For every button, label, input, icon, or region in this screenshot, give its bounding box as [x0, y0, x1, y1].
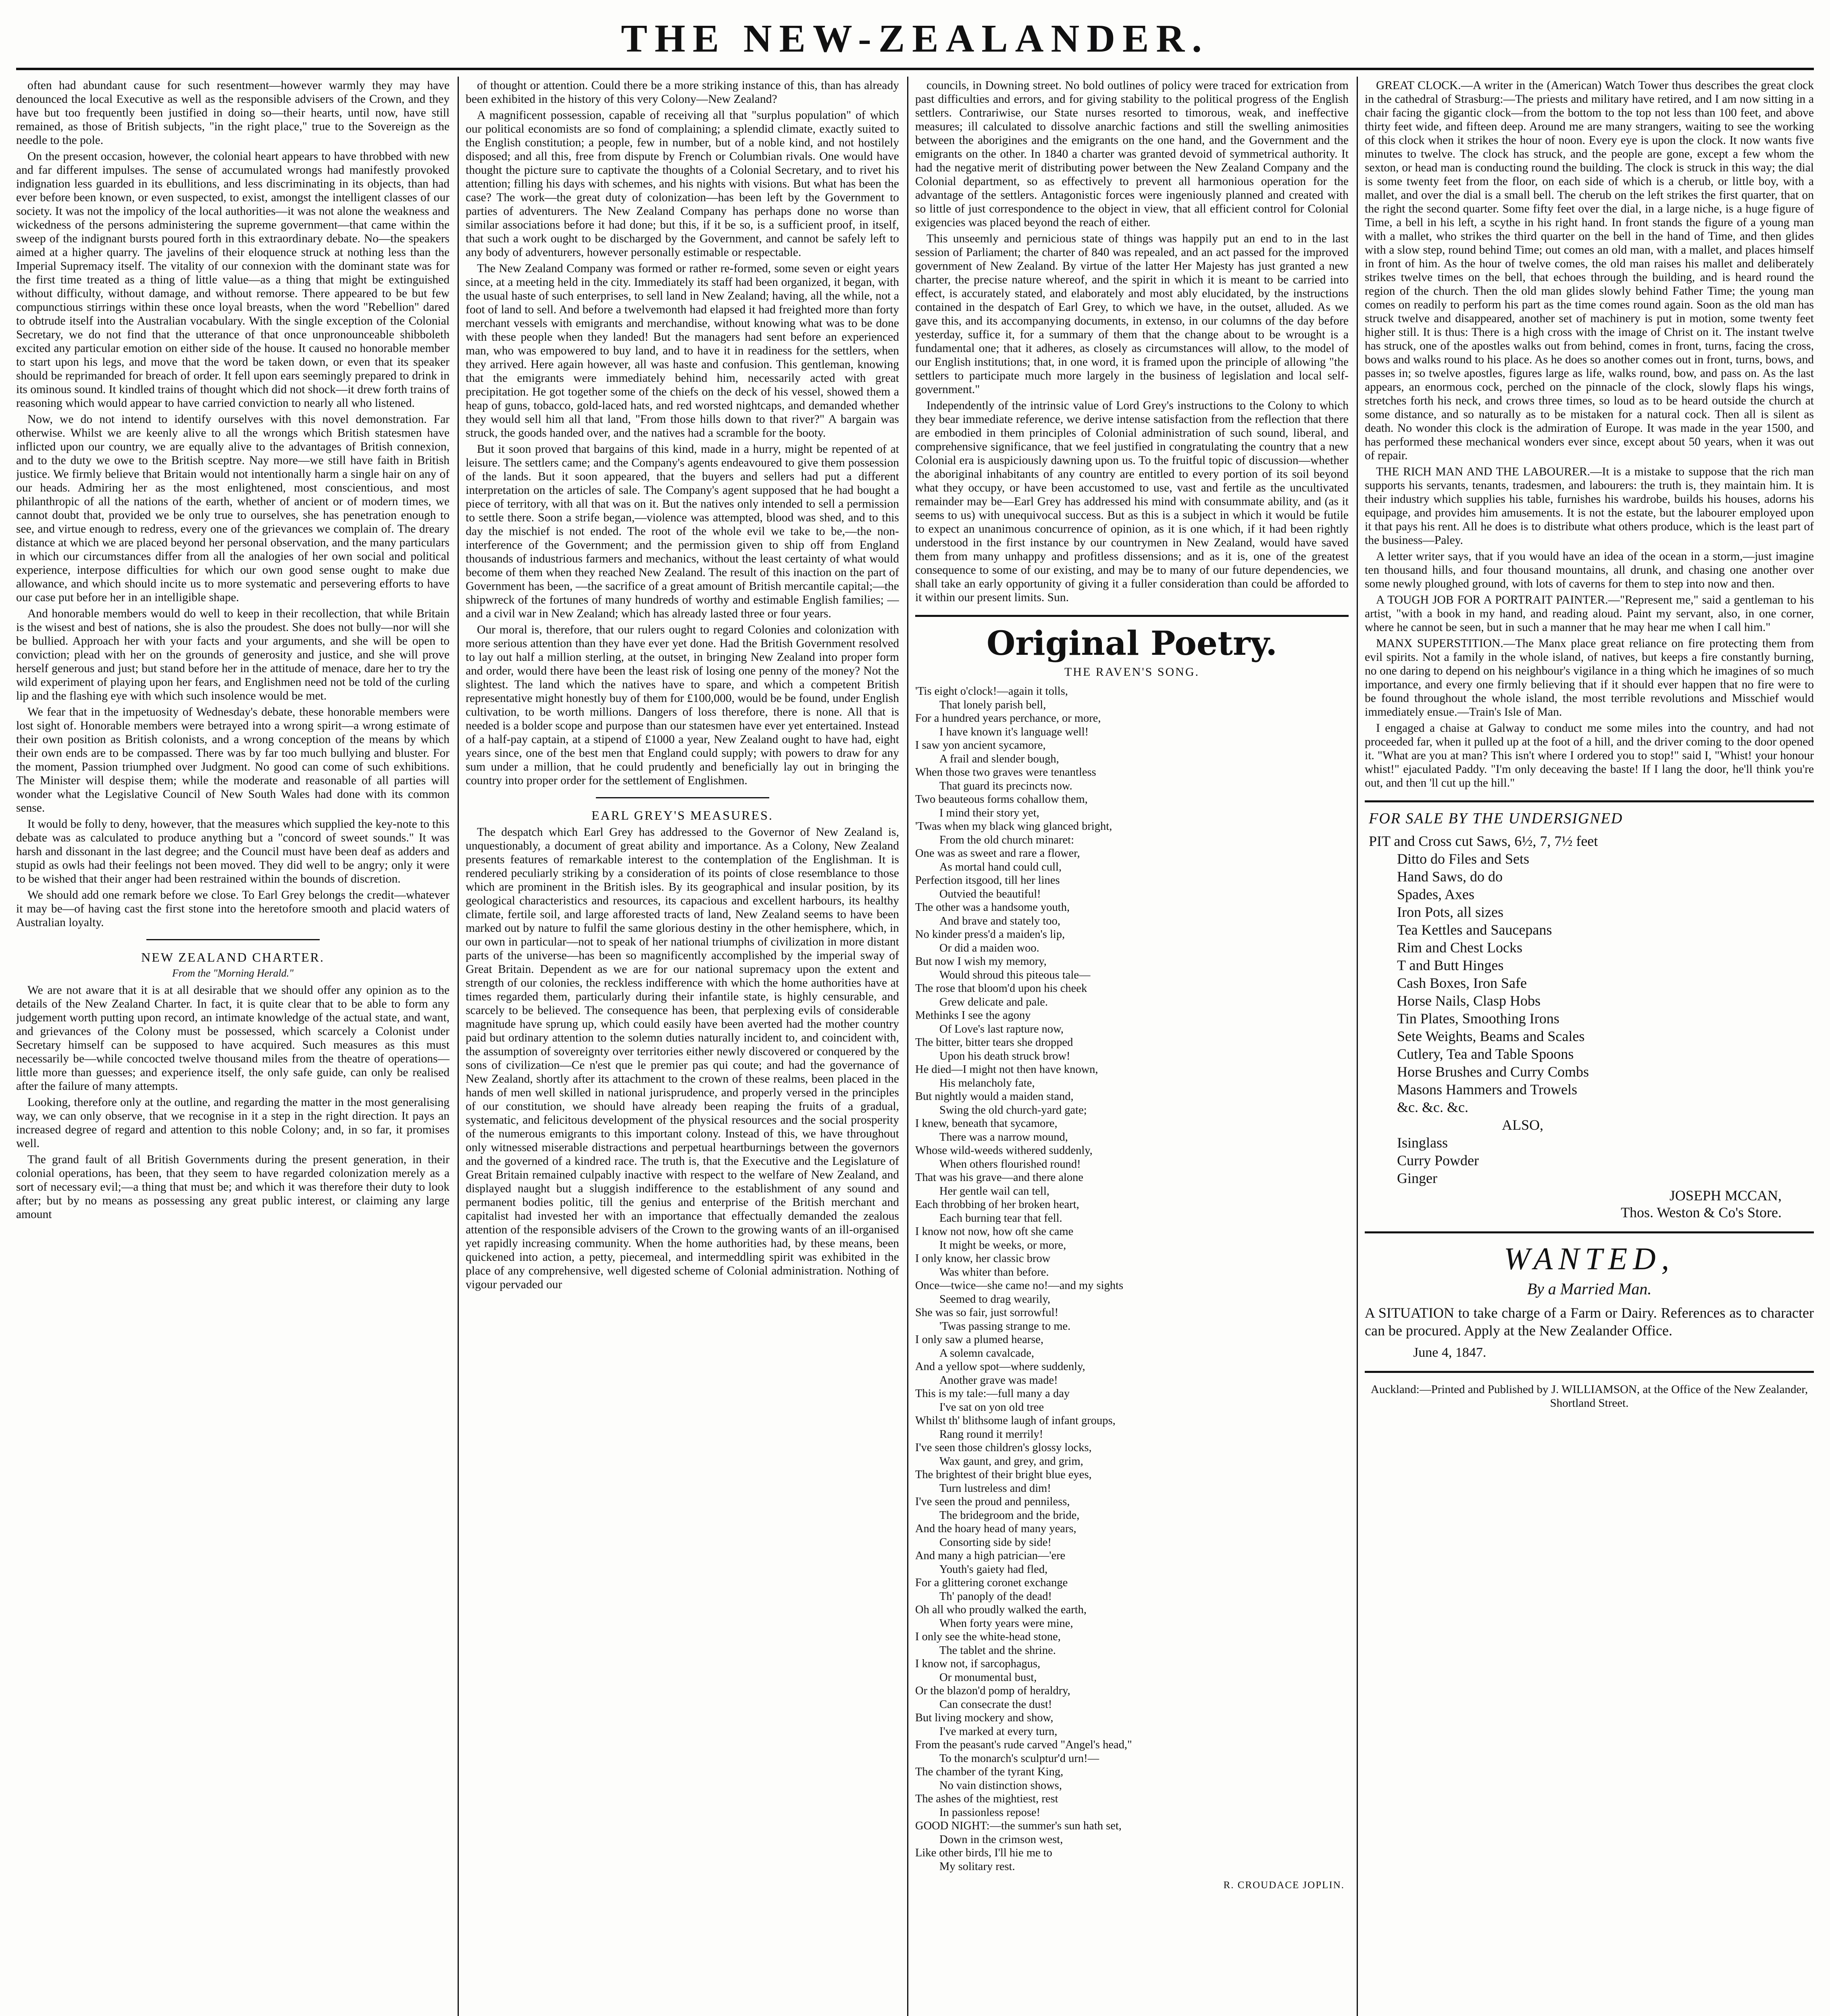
poem-line: The ashes of the mightiest, rest: [915, 1793, 1058, 1805]
poem-body: [915, 685, 1349, 1873]
column-4: [1365, 79, 1814, 2016]
poem-line: I've marked at every turn,: [939, 1725, 1058, 1738]
poem-line: 'Twas passing strange to me.: [939, 1320, 1071, 1333]
poem-line: And the hoary head of many years,: [915, 1522, 1076, 1535]
poem-line: For a hundred years perchance, or more,: [915, 712, 1101, 725]
poem-line: Once—twice—she came no!—and my sights: [915, 1279, 1124, 1292]
poem-line: I only see the white-head stone,: [915, 1631, 1061, 1643]
poem-line: And a yellow spot—where suddenly,: [915, 1360, 1085, 1373]
poem-line: When those two graves were tenantless: [915, 766, 1096, 779]
poem-line: He died—I might not then have known,: [915, 1063, 1098, 1076]
sale-heading: FOR SALE BY THE UNDERSIGNED: [1369, 810, 1623, 827]
poem-line: 'Tis eight o'clock!—again it tolls,: [915, 685, 1068, 698]
poem-line: Th' panoply of the dead!: [939, 1590, 1052, 1603]
poem-line: GOOD NIGHT:—the summer's sun hath set,: [915, 1820, 1122, 1832]
poem-line: She was so fair, just sorrowful!: [915, 1306, 1059, 1319]
paragraph: Now, we do not intend to identify ourselves with this novel demonstration. Far otherwise. Whilst we are keenly alive to all the wrongs which British statesmen have inflicted upon our country, we are equally alive to the advantages of British connexion, and to the duty we owe to the British sceptre. Nay more—we still have faith in British justice. We firmly believe that Britain would not intentionally harm a single hair on any of our heads. Admiring her as the most enlightened, most conscientious, and most philanthropic of all the nations of the earth, whether of ancient or of modern times, we cannot doubt that, provided we be only true to ourselves, she has penetration enough to see, and virtue enough to redress, every one of the grievances we complain of. The dreary distance at which we are placed beyond her personal observation, and the many particulars in which our circumstances differ from all the analogies of her own social and political experience, interpose difficulties for which our own good sense ought to make due allowance, and which should incite us to more systematic and persevering efforts to have our case put before her in an intelligible shape.: [16, 413, 450, 604]
wanted-heading: WANTED,: [1503, 1241, 1675, 1276]
poem-line: I know not, if sarcophagus,: [915, 1658, 1041, 1670]
paragraph: I engaged a chaise at Galway to conduct me some miles into the country, and had not proceeded far, when it pulled up at the foot of a hill, and the driver coming to the door opened it. "What are you at man? This isn't where I ordered you to stop!" said I, "Whist! your honour whist!" ejaculated Paddy. "I'm only deceaving the baste! If I lang the door, he'll think you're out, and then 'll cut up the hill.": [1365, 722, 1814, 789]
charter-source: From the "Morning Herald.": [172, 967, 294, 979]
poem-line: Methinks I see the agony: [915, 1009, 1031, 1022]
paragraph: On the present occasion, however, the colonial heart appears to have throbbed with new and far different impulses. The sense of accumulated wrongs had manifestly provoked indignation less guarded in its ebullitions, and less discriminating in its objects, than had ever before been known, or even suspected, to exist, amongst the intelligent classes of our society. It was not the impolicy of the local authorities—it was not alone the weakness and wickedness of the persons administering the supreme government—that came within the sweep of the indignant bursts poured forth in this extraordinary debate. No—the speakers aimed at a higher quarry. The javelins of their eloquence struck at nothing less than the Imperial Supremacy itself. The vitality of our connexion with the dominant state was for the first time treated as a thing of little value—as a thing that might be extinguished without difficulty, without damage, and without remorse. There appeared to be but few compunctious stirrings within these once loyal breasts, when the word "Rebellion" dared to obtrude itself into the Australian vocabulary. With the single exception of the Colonial Secretary, we do not find that the utterance of that once unpronounceable shibboleth excited any particular emotion on either side of the house. It caused no honorable member to start upon his legs, and move that the word be taken down, or even that its speaker should be reprimanded for breach of order. It fell upon ears seemingly prepared to drink in its ominous sound. It kindled trains of thought which did not shock—it drew forth trains of reasoning which would appear to have carried conviction to nearly all who listened.: [16, 150, 450, 410]
poem-line: Would shroud this piteous tale—: [939, 968, 1091, 981]
sale-signature-name: JOSEPH MCCAN,: [1669, 1187, 1782, 1204]
poem-line: Outvied the beautiful!: [939, 887, 1041, 900]
column-divider: [458, 77, 459, 2016]
sale-signature-place: Thos. Weston & Co's Store.: [1621, 1204, 1782, 1220]
poem-line: I only saw a plumed hearse,: [915, 1333, 1044, 1346]
poem-line: Or did a maiden woo.: [939, 941, 1039, 954]
column-1: [16, 79, 450, 2016]
poem-line: Each burning tear that fell.: [939, 1212, 1062, 1225]
poem-line: Each throbbing of her broken heart,: [915, 1198, 1079, 1211]
poem-line: When forty years were mine,: [939, 1617, 1073, 1630]
column-divider: [1357, 77, 1358, 2016]
sale-item: ALSO,: [1502, 1117, 1544, 1133]
paragraph: GREAT CLOCK.—A writer in the (American) Watch Tower thus describes the great clock in the cathedral of Strasburg:—The priests and military have retired, and I am now sitting in a chair facing the gigantic clock—from the bottom to the top not less than 100 feet, and above thirty feet wide, and fifteen deep. Around me are many strangers, waiting to see the working of this clock when it strikes the hour of noon. Every eye is upon the clock. It now wants five minutes to twelve. The clock has struck, and the people are gone, except a few whom the sexton, or head man is conducting round the building. The clock is struck in this way; the dial is some twenty feet from the floor, on each side of which is a cherub, or little boy, with a mallet, and over the dial is a small bell. The cherub on the left strikes the first quarter, that on the right the second quarter. Some fifty feet over the dial, in a large niche, is a huge figure of Time, a bell in his left, a scythe in his right hand. In front stands the figure of a young man with a mallet, who strikes the third quarter on the bell in the hand of Time, and then glides with a slow step, round behind Time; out comes an old man, with a mallet, and places himself in front of him. As the hour of twelve comes, the old man raises his mallet and deliberately strikes twelve times on the bell, that echoes through the building, and is heard round the region of the church. Then the old man glides slowly behind Father Time; the young man comes on readily to perform his part as the time comes round again. Soon as the old man has struck twelve and disappeared, another set of machinery is put in motion, some twenty feet higher still. It is thus: There is a high cross with the image of Christ on it. The instant twelve has struck, one of the apostles walks out from behind, comes in front, turns, facing the cross, bows and walks round to his place. As he does so another comes out in front, turns, bows, and passes in; so twelve apostles, figures large as life, walks round, bow, and pass on. As the last appears, an enormous cock, perched on the pinnacle of the clock, slowly flaps his wings, stretches forth his neck, and crows three times, so loud as to be heard outside the church at some distance, and so naturally as to be mistaken for a natural cock. Then all is silent as death. No wonder this clock is the admiration of Europe. It was made in the year 1500, and has performed these mechanical wonders ever since, except about 50 years, when it was out of repair.: [1365, 79, 1814, 462]
separator: [596, 797, 769, 798]
column-divider: [907, 77, 908, 2016]
charter-heading: NEW ZEALAND CHARTER.: [141, 950, 325, 964]
wanted-subheading: By a Married Man.: [1527, 1280, 1652, 1298]
wanted-text: A SITUATION to take charge of a Farm or Dairy. References as to character can be procured. Apply at the New Zealander Office.: [1365, 1305, 1814, 1339]
poem-line: Consorting side by side!: [939, 1536, 1051, 1549]
poem-line: The other was a handsome youth,: [915, 901, 1070, 914]
poem-line: From the peasant's rude carved "Angel's head,": [915, 1739, 1132, 1751]
sale-item: Iron Pots, all sizes: [1397, 904, 1503, 920]
poem-line: I have known it's language well!: [939, 725, 1089, 738]
poem-line: As mortal hand could cull,: [939, 860, 1062, 873]
poem-line: This is my tale:—full many a day: [915, 1387, 1070, 1400]
poem-line: I've seen the proud and penniless,: [915, 1495, 1070, 1508]
poem-line: Oh all who proudly walked the earth,: [915, 1604, 1087, 1616]
poem-line: One was as sweet and rare a flower,: [915, 847, 1080, 860]
paragraph: THE RICH MAN AND THE LABOURER.—It is a mistake to suppose that the rich man supports his servants, tenants, tradesmen, and labourers: the truth is, they maintain him. It is their industry which supplies his table, furnishes his wardrobe, builds his houses, adorns his equipage, and provides him amusements. It is not the estate, but the labourer employed upon it that pays his rent. All he does is to distribute what others produce, which is the least part of the business—Paley.: [1365, 465, 1814, 547]
sale-item: Curry Powder: [1397, 1152, 1479, 1168]
poem-line: To the monarch's sculptur'd urn!—: [939, 1752, 1099, 1765]
sale-item: Sete Weights, Beams and Scales: [1397, 1028, 1585, 1044]
poem-line: And brave and stately too,: [939, 914, 1060, 927]
poem-line: For a glittering coronet exchange: [915, 1577, 1068, 1589]
charter-article: [16, 983, 450, 1221]
paragraph: This unseemly and pernicious state of things was happily put an end to in the last session of Parliament; the charter of 840 was repealed, and an act passed for the improved government of New Zealand. By virtue of the latter Her Majesty has just granted a new charter, the precise nature whereof, and the spirit in which it is meant to be carried into effect, is accurately stated, and elaborately and most ably elucidated, by the instructions contained in the despatch of Earl Grey, to which we have, in the outset, alluded. As we gave this, and its accompanying documents, in extenso, in our columns of the day before yesterday, suffice it, for a summary of them that the change about to be wrought is a fundamental one; that it adheres, as closely as circumstances will allow, to the model of our English institutions; that, in one word, it is framed upon the principle of allowing "the settlers to participate much more largely in the business of legislation and local self-government.": [915, 232, 1349, 396]
poem-line: Or the blazon'd pomp of heraldry,: [915, 1685, 1070, 1697]
col2-article: [466, 79, 899, 787]
paragraph: And honorable members would do well to keep in their recollection, that while Britain is the wisest and best of nations, she is also the proudest. She does not bully—nor will she be bullied. Approach her with your facts and your arguments, and she will be open to conviction; plead with her on the grounds of generosity and justice, and she will prove herself generous and just; but stand before her in the attitude of menace, dare her to try the wild experiment of playing upon her fears, and Englishmen need not be told of the curling lip and the flashing eye with which such insolence would be met.: [16, 607, 450, 702]
poem-line: Perfection itsgood, till her lines: [915, 874, 1060, 887]
poem-line: That lonely parish bell,: [939, 698, 1046, 711]
separator: [1365, 1371, 1814, 1373]
poem-line: Two beauteous forms cohallow them,: [915, 793, 1088, 806]
paragraph: The grand fault of all British Governments during the present generation, in their colonial operations, has been, that they seem to have regarded colonization merely as a sort of necessary evil;—a thing that must be; and which it was therefore their duty to look after; but by no means as possessing any great public interest, or claiming any large amount: [16, 1153, 450, 1221]
poem-line: That guard its precincts now.: [939, 779, 1072, 792]
poem-line: A solemn cavalcade,: [939, 1347, 1035, 1360]
poem-line: The bitter, bitter tears she dropped: [915, 1036, 1073, 1049]
poem-line: When others flourished round!: [939, 1158, 1081, 1170]
paragraph: MANX SUPERSTITION.—The Manx place great reliance on fire protecting them from evil spirits. Not a family in the whole island, of natives, but keeps a fire constantly burning, no one daring to depend on his neighbour's vigilance in a thing which he imagines of so much importance, and every one firmly believing that if it should ever happen that no fire were to be found throughout the whole island, the most terrible revolutions and Misschief would immediately ensue.—Train's Isle of Man.: [1365, 637, 1814, 719]
poem-line: I know not now, how oft she came: [915, 1225, 1074, 1238]
sale-item: T and Butt Hinges: [1397, 957, 1504, 973]
poem-line: Upon his death struck brow!: [939, 1050, 1070, 1062]
poem-line: Her gentle wail can tell,: [939, 1185, 1050, 1198]
paragraph: A magnificent possession, capable of receiving all that "surplus population" of which our political economists are so fond of complaining; a splendid climate, exactly suited to the English constitution; a people, few in number, but of a noble kind, and not hostilely disposed; and all this, free from dispute by French or Columbian rivals. One would have thought the picture sure to captivate the thoughts of a Colonial Secretary, and to rivet his attention; filling his days with schemes, and his nights with visions. But what has been the case? The work—the great duty of colonization—has been left by the Government to parties of adventurers. The New Zealand Company has perhaps done no worse than similar associations before it had done; but this, if it be so, is a sufficient proof, in itself, that such a work ought to be discharged by the Government, and cannot be safely left to any body of adventurers, however personally estimable or respectable.: [466, 109, 899, 259]
top-rule: [16, 68, 1814, 70]
poem-line: I knew, beneath that sycamore,: [915, 1117, 1058, 1130]
poem-line: The bridegroom and the bride,: [939, 1509, 1080, 1522]
sale-item: Rim and Chest Locks: [1397, 939, 1522, 956]
sale-item: PIT and Cross cut Saws, 6½, 7, 7½ feet: [1369, 833, 1598, 849]
poem-line: That was his grave—and there alone: [915, 1171, 1084, 1184]
sale-item: Tea Kettles and Saucepans: [1397, 922, 1552, 938]
paragraph: Looking, therefore only at the outline, and regarding the matter in the most generalising way, we can only observe, that we recognise in it a step in the right direction. It pays an increased degree of regard and attention to this noble Colony; and, in so far, it promises well.: [16, 1096, 450, 1150]
paragraph: A letter writer says, that if you would have an idea of the ocean in a storm,—just imagine ten thousand hills, and four thousand mountains, all drunk, and chasing one another over some newly ploughed ground, with lots of caverns for them to step into now and then.: [1365, 550, 1814, 590]
paragraph: often had abundant cause for such resentment—however warmly they may have denounced the local Executive as well as the responsible advisers of the Crown, and they have but too frequently been justified in doing so—their hearts, until now, have still remained, as those of British subjects, "in the right place," true to the Sovereign as the needle to the pole.: [16, 79, 450, 147]
poem-line: Whilst th' blithsome laugh of infant groups,: [915, 1414, 1116, 1427]
separator: [1365, 1231, 1814, 1233]
poem-line: It might be weeks, or more,: [939, 1239, 1066, 1252]
col4-articles: [1365, 79, 1814, 790]
poem-line: Or monumental bust,: [939, 1671, 1037, 1684]
poem-author: R. CROUDACE JOPLIN.: [1223, 1880, 1345, 1891]
poem-line: Swing the old church-yard gate;: [939, 1104, 1087, 1116]
poem-line: No vain distinction shows,: [939, 1779, 1062, 1792]
paragraph: The despatch which Earl Grey has addressed to the Governor of New Zealand is, unquestionably, a document of great ability and importance. As a Colony, New Zealand presents features of remarkable interest to the contemplation of the Englishman. It is rendered peculiarly striking by a consideration of its points of close resemblance to those which are prominent in the British isles. By its geographical and insular position, by its geological characteristics and resources, its capacious and excellent harbours, its healthy climate, fertile soil, and large afforested tracts of land, New Zealand seems to have been marked out by nature to fulfil the same glorious destiny in the other hemisphere, which, in our own in particular—not to speak of her national triumphs of civilization in more distant parts of the universe—has been so magnificently accomplished by the imperial sway of Great Britain. Dependent as we are for our national supremacy upon the extent and strength of our colonies, the reckless indifference with which the home authorities have at times regarded them, particularly during their infantile state, is highly censurable, and scarcely to be believed. The consequence has been, that perplexing evils of considerable magnitude have sprung up, which could easily have been averted had the mother country paid but ordinary attention to the solemn duties naturally incident to, and coincident with, the assumption of sovereignty over territories either newly discovered or conquered by the sons of civilization—Ce n'est que le premier pas qui coute; and had the governance of New Zealand, shortly after its attachment to the crown of these realms, been placed in the hands of men well skilled in national jurisprudence, and properly versed in the principles of our constitution, we should have already been reaping the fruits of a gradual, systematic, and felicitous development of the physical resources and the social prosperity of the numerous emigrants to this important colony. Instead of this, we have throughout only witnessed miserable distractions and perpetual heartburnings between the governors and the governed of a kindred race. The truth is, that the Executive and the Legislature of Great Britain remained culpably inactive with respect to the welfare of New Zealand, and displayed naught but a sluggish indifference to the establishment of any sound and permanent bodies politic, till the genius and enterprise of the British merchant and capitalist had invested her with an importance that effectually demanded the zealous attention of the responsible advisers of the Crown to the growing wants of an ill-organised yet rapidly increasing community. When the home authorities had, by these means, been quickened into action, a petty, piecemeal, and intermeddling spirit was exhibited in the place of any comprehensive, well digested scheme of Colonial administration. Nothing of vigour pervaded our: [466, 826, 899, 1291]
col3-article: [915, 79, 1349, 604]
grey-article: [466, 825, 899, 1291]
poem-line: His melancholy fate,: [939, 1077, 1035, 1089]
poem-line: Another grave was made!: [939, 1374, 1058, 1387]
col1-article: [16, 79, 450, 929]
paragraph: We are not aware that it is at all desirable that we should offer any opinion as to the details of the New Zealand Charter. In fact, it is quite clear that to be able to form any judgement worth putting upon record, an intimate knowledge of the actual state, and want, and grievances of the Colony must be possessed, which scarcely a Colonist under Secretary himself can be supposed to have acquired. Such measures as this must necessarily be—while concocted twelve thousand miles from the theatre of operations—little more than guesses; and experience itself, the only safe guide, can only be realised after the failure of many attempts.: [16, 984, 450, 1093]
poem-line: From the old church minaret:: [939, 833, 1074, 846]
sale-item: Horse Brushes and Curry Combs: [1397, 1064, 1589, 1080]
poem-line: But nightly would a maiden stand,: [915, 1090, 1074, 1103]
poem-line: Wax gaunt, and grey, and grim,: [939, 1455, 1083, 1468]
separator: [146, 939, 320, 940]
poem-line: Turn lustreless and dim!: [939, 1482, 1051, 1495]
paragraph: Independently of the intrinsic value of Lord Grey's instructions to the Colony to which they bear immediate reference, we derive intense satisfaction from the reflection that there are embodied in them principles of Colonial administration of such sound, liberal, and comprehensive significance, that we feel justified in congratulating the country that a new Colonial era is auspiciously dawning upon us. To the fruitful topic of discussion—whether the aboriginal inhabitants of any country are entitled to every portion of its soil beyond what they occupy, or have been accustomed to use, vast and fertile as the uncultivated remainder may be—Earl Grey has addressed his mind with consummate ability, and (as it seems to us) with unequivocal success. But as this is a subject in which it would be futile to expect an unanimous concurrence of opinion, as it is one which, if it had been rightly understood in the first instance by our countrymen in New Zealand, would have saved them from many unhappy and profitless dissensions; and as it is, one of the greatest consequence to some of our existing, and may be to many of our future dependencies, we shall take an early opportunity of giving it a fuller consideration than could be afforded to it within our present limits. Sun.: [915, 399, 1349, 604]
poem-line: Was whiter than before.: [939, 1266, 1049, 1279]
poem-line: Seemed to drag wearily,: [939, 1293, 1051, 1306]
separator: [915, 615, 1349, 617]
paragraph: A TOUGH JOB FOR A PORTRAIT PAINTER.—"Represent me," said a gentleman to his artist, "with a book in my hand, and reading aloud. Paint my servant, also, in one corner, where he cannot be seen, but in such a manner that he may hear me when I call him.": [1365, 594, 1814, 634]
sale-list: [1365, 832, 1814, 1187]
paragraph: It would be folly to deny, however, that the measures which supplied the key-note to this debate was as calculated to produce anything but a "concord of sweet sounds." It was harsh and dissonant in the last degree; and the Council must have been deaf as adders and stupid as owls had their feelings not been moved. They did well to be angry; only it were to be wished that their anger had been restrained within the bounds of discretion.: [16, 818, 450, 885]
paragraph: The New Zealand Company was formed or rather re-formed, some seven or eight years since, at a meeting held in the city. Immediately its staff had been organized, it began, with the usual haste of such enterprises, to sell land in New Zealand; having, all the while, not a foot of land to sell. And before a twelvemonth had elapsed it had freighted more than forty merchant vessels with emigrants and merchandise, without knowing what was to be done with these people when they landed! But the managers had sent before an experienced man, who was empowered to buy land, and to have it in readiness for the settlers, when they arrived. Here again however, all was haste and confusion. This gentleman, knowing that the emigrants were immediately behind him, necessarily acted with great precipitation. He got together some of the chiefs on the deck of his vessel, showed them a heap of guns, tobacco, gold-laced hats, and red worsted nightcaps, and demanded whether they would sell him all that land, "From those hills down to that river?" A bargain was struck, the goods handed over, and the natives had a scramble for the booty.: [466, 262, 899, 439]
column-2: [466, 79, 899, 2016]
poem-line: The chamber of the tyrant King,: [915, 1766, 1064, 1778]
sale-item: Cutlery, Tea and Table Spoons: [1397, 1046, 1574, 1062]
poem-line: The tablet and the shrine.: [939, 1644, 1056, 1657]
sale-item: Isinglass: [1397, 1135, 1448, 1151]
poem-line: Grew delicate and pale.: [939, 996, 1048, 1008]
imprint: Auckland:—Printed and Published by J. WILLIAMSON, at the Office of the New Zealander, Shortland Street.: [1370, 1383, 1808, 1410]
sale-item: Hand Saws, do do: [1397, 868, 1503, 885]
sale-item: Cash Boxes, Iron Safe: [1397, 975, 1527, 991]
column-3: [915, 79, 1349, 2016]
poem-title: THE RAVEN'S SONG.: [1064, 665, 1200, 679]
poem-line: But living mockery and show,: [915, 1712, 1053, 1724]
poem-line: Whose wild-weeds withered suddenly,: [915, 1144, 1093, 1157]
poem-line: No kinder press'd a maiden's lip,: [915, 928, 1065, 941]
poem-line: I mind their story yet,: [939, 806, 1039, 819]
poem-line: And many a high patrician—'ere: [915, 1549, 1066, 1562]
poem-line: Down in the crimson west,: [939, 1833, 1063, 1846]
paragraph: of thought or attention. Could there be a more striking instance of this, than has already been exhibited in the history of this very Colony—New Zealand?: [466, 79, 899, 106]
sale-item: Ditto do Files and Sets: [1397, 851, 1530, 867]
poem-line: I've seen those children's glossy locks,: [915, 1441, 1092, 1454]
sale-item: Ginger: [1397, 1170, 1437, 1186]
poem-line: The rose that bloom'd upon his cheek: [915, 982, 1087, 995]
paragraph: councils, in Downing street. No bold outlines of policy were traced for extrication from past difficulties and errors, and for giving stability to the political progress of the English settlers. Contrariwise, our State nurses resorted to timorous, weak, and ineffective measures; ill calculated to dissolve anarchic factions and still the swelling animosities between the aborigines and the emigrants on the one hand, and the Government and the emigrants on the other. In 1840 a charter was granted devoid of symmetrical authority. It had the negative merit of distributing power between the New Zealand Company and the Colonial department, so as effectively to prevent all harmonious operation for the advantage of the settlers. Antagonistic forces were ingeniously planned and created with so little of just correspondence to the object in view, that all efficient control for Colonial exigencies was placed beyond the reach of either.: [915, 79, 1349, 229]
paragraph: Our moral is, therefore, that our rulers ought to regard Colonies and colonization with more serious attention than they have ever yet done. Had the British Government resolved to lay out half a million sterling, at the outset, in bringing New Zealand into proper form and order, would there have been the least risk of losing one penny of the money? Not the slightest. The land which the natives have to spare, and which a competent British representative might honestly buy of them for £100,000, would be be found, under English cultivation, to be worth millions. Dangers of loss therefore, there is none. All that is needed is a bolder scope and purpose than our statesmen have ever yet entertained. Instead of a half-pay captain, at a stipend of £1000 a year, New Zealand ought to have had, eight years since, one of the best men that England could supply; with powers to draw for any sum under a million, that he could prudently and beneficially lay out in bringing the country into proper order for the settlement of Englishmen.: [466, 623, 899, 787]
poem-line: Of Love's last rapture now,: [939, 1023, 1064, 1035]
poem-line: In passionless repose!: [939, 1806, 1041, 1819]
sale-item: Horse Nails, Clasp Hobs: [1397, 993, 1541, 1009]
paragraph: But it soon proved that bargains of this kind, made in a hurry, might be repented of at leisure. The settlers came; and the Company's agents endeavoured to give them possession of the lands. But it soon appeared, that the buyers and sellers had put a different interpretation on the articles of sale. The Company's agent supposed that he had bought a piece of territory, with all that was on it. But the natives only intended to sell a permission to settle there. Soon a strife began,—violence was attempted, blood was shed, and to this day the mischief is not ended. The root of the whole evil we take to be,—the non-interference of the Government; and the permission given to ship off from England thousands of industrious farmers and mechanics, without the least certainty of what would become of them when they reached New Zealand. The result of this inaction on the part of Government has been, —the sacrifice of a great amount of British mercantile capital;—the shipwreck of the fortunes of many hundreds of worthy and estimable English families; —and a civil war in New Zealand; which has already lasted three or four years.: [466, 443, 899, 620]
sale-item: &c. &c. &c.: [1397, 1099, 1468, 1115]
poem-line: Can consecrate the dust!: [939, 1698, 1052, 1711]
poem-line: 'Twas when my black wing glanced bright,: [915, 820, 1112, 833]
poem-line: Youth's gaiety had fled,: [939, 1563, 1048, 1576]
poetry-heading: Original Poetry.: [987, 624, 1277, 663]
poem-line: There was a narrow mound,: [939, 1131, 1068, 1143]
poem-line: A frail and slender bough,: [939, 752, 1059, 765]
grey-heading: EARL GREY'S MEASURES.: [591, 808, 773, 823]
paragraph: We fear that in the impetuosity of Wednesday's debate, these honorable members were lost sight of. Honorable members were betrayed into a wrong spirit—a wrong estimate of their own position as British colonists, and a wrong conception of the means by which their own ends are to be compassed. There was by far too much bullying and bluster. For the moment, Passion triumphed over Judgment. No good can come of such exhibitions. The Minister will despise them; while the moderate and reasonable of all parties will wonder what the Legislative Council of New South Wales had done with its common sense.: [16, 706, 450, 814]
sale-item: Tin Plates, Smoothing Irons: [1397, 1010, 1559, 1027]
separator: [1365, 800, 1814, 802]
poem-line: Like other birds, I'll hie me to: [915, 1847, 1052, 1859]
sale-item: Masons Hammers and Trowels: [1397, 1081, 1577, 1098]
poem-line: I only know, her classic brow: [915, 1252, 1051, 1265]
poem-line: Rang round it merrily!: [939, 1428, 1043, 1441]
sale-item: Spades, Axes: [1397, 886, 1474, 902]
poem-line: The brightest of their bright blue eyes,: [915, 1468, 1092, 1481]
wanted-date: June 4, 1847.: [1413, 1345, 1486, 1360]
paragraph: We should add one remark before we close. To Earl Grey belongs the credit—whatever it may be—of having cast the first stone into the heretofore smooth and placid waters of Australian loyalty.: [16, 889, 450, 929]
poem-line: I saw yon ancient sycamore,: [915, 739, 1046, 752]
poem-line: I've sat on yon old tree: [939, 1401, 1044, 1414]
masthead: THE NEW-ZEALANDER.: [621, 17, 1209, 60]
poem-line: My solitary rest.: [939, 1860, 1015, 1873]
poem-line: But now I wish my memory,: [915, 955, 1047, 968]
